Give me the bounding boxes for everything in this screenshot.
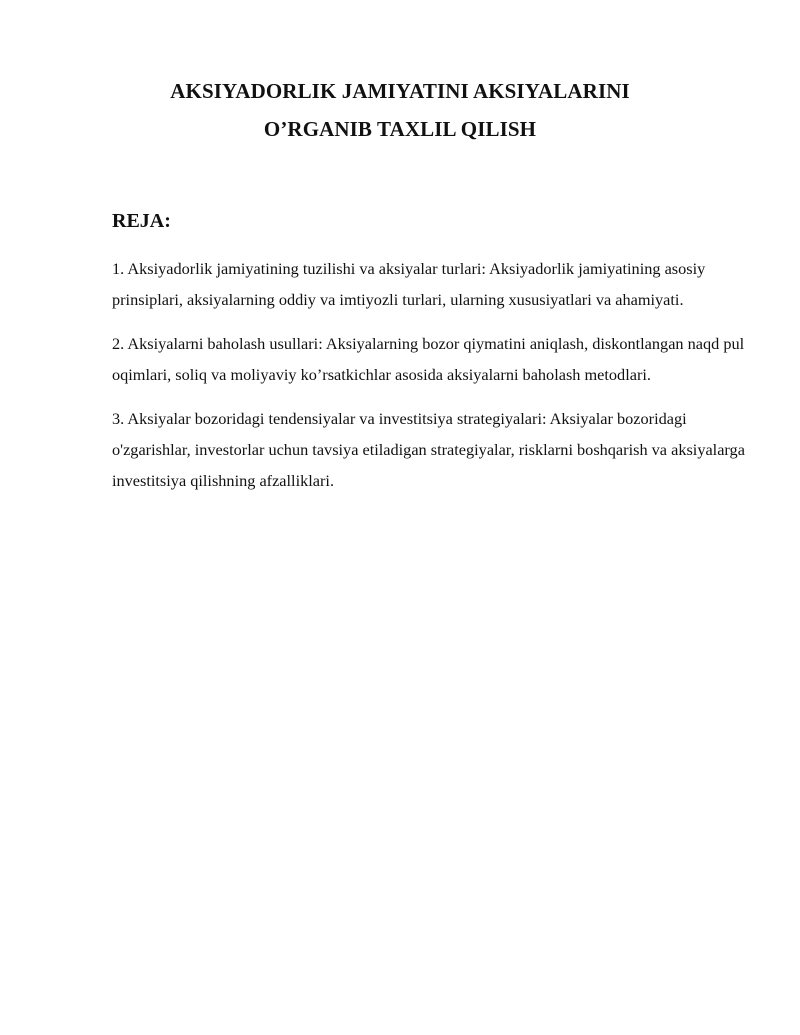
- plan-item-1: 1. Aksiyadorlik jamiyatining tuzilishi va aksiyalar turlari: Aksiyadorlik jamiyatining asosiy prinsiplari, aksiyalarning oddiy va imtiyozli turlari, ularning xususiyatlari va ahamiyati.: [112, 259, 706, 309]
- title-line-1: AKSIYADORLIK JAMIYATINI AKSIYALARINI: [170, 79, 630, 103]
- plan-item-3: 3. Aksiyalar bozoridagi tendensiyalar va investitsiya strategiyalari: Aksiyalar bozoridagi o'zgarishlar, investorlar uchun tavsiya etiladigan strategiyalar, risklarni boshqarish va aksiyalarga investitsiya qilishning afzalliklari.: [112, 409, 745, 490]
- plan-item-2: 2. Aksiyalarni baholash usullari: Aksiyalarning bozor qiymatini aniqlash, diskontlangan naqd pul oqimlari, soliq va moliyaviy ko’rsatkichlar asosida aksiyalarni baholash metodlari.: [112, 334, 745, 384]
- title-line-2: O’RGANIB TAXLIL QILISH: [263, 117, 537, 141]
- plan-list: [112, 253, 748, 509]
- plan-heading: REJA:: [112, 210, 171, 232]
- document-title: [0, 72, 800, 148]
